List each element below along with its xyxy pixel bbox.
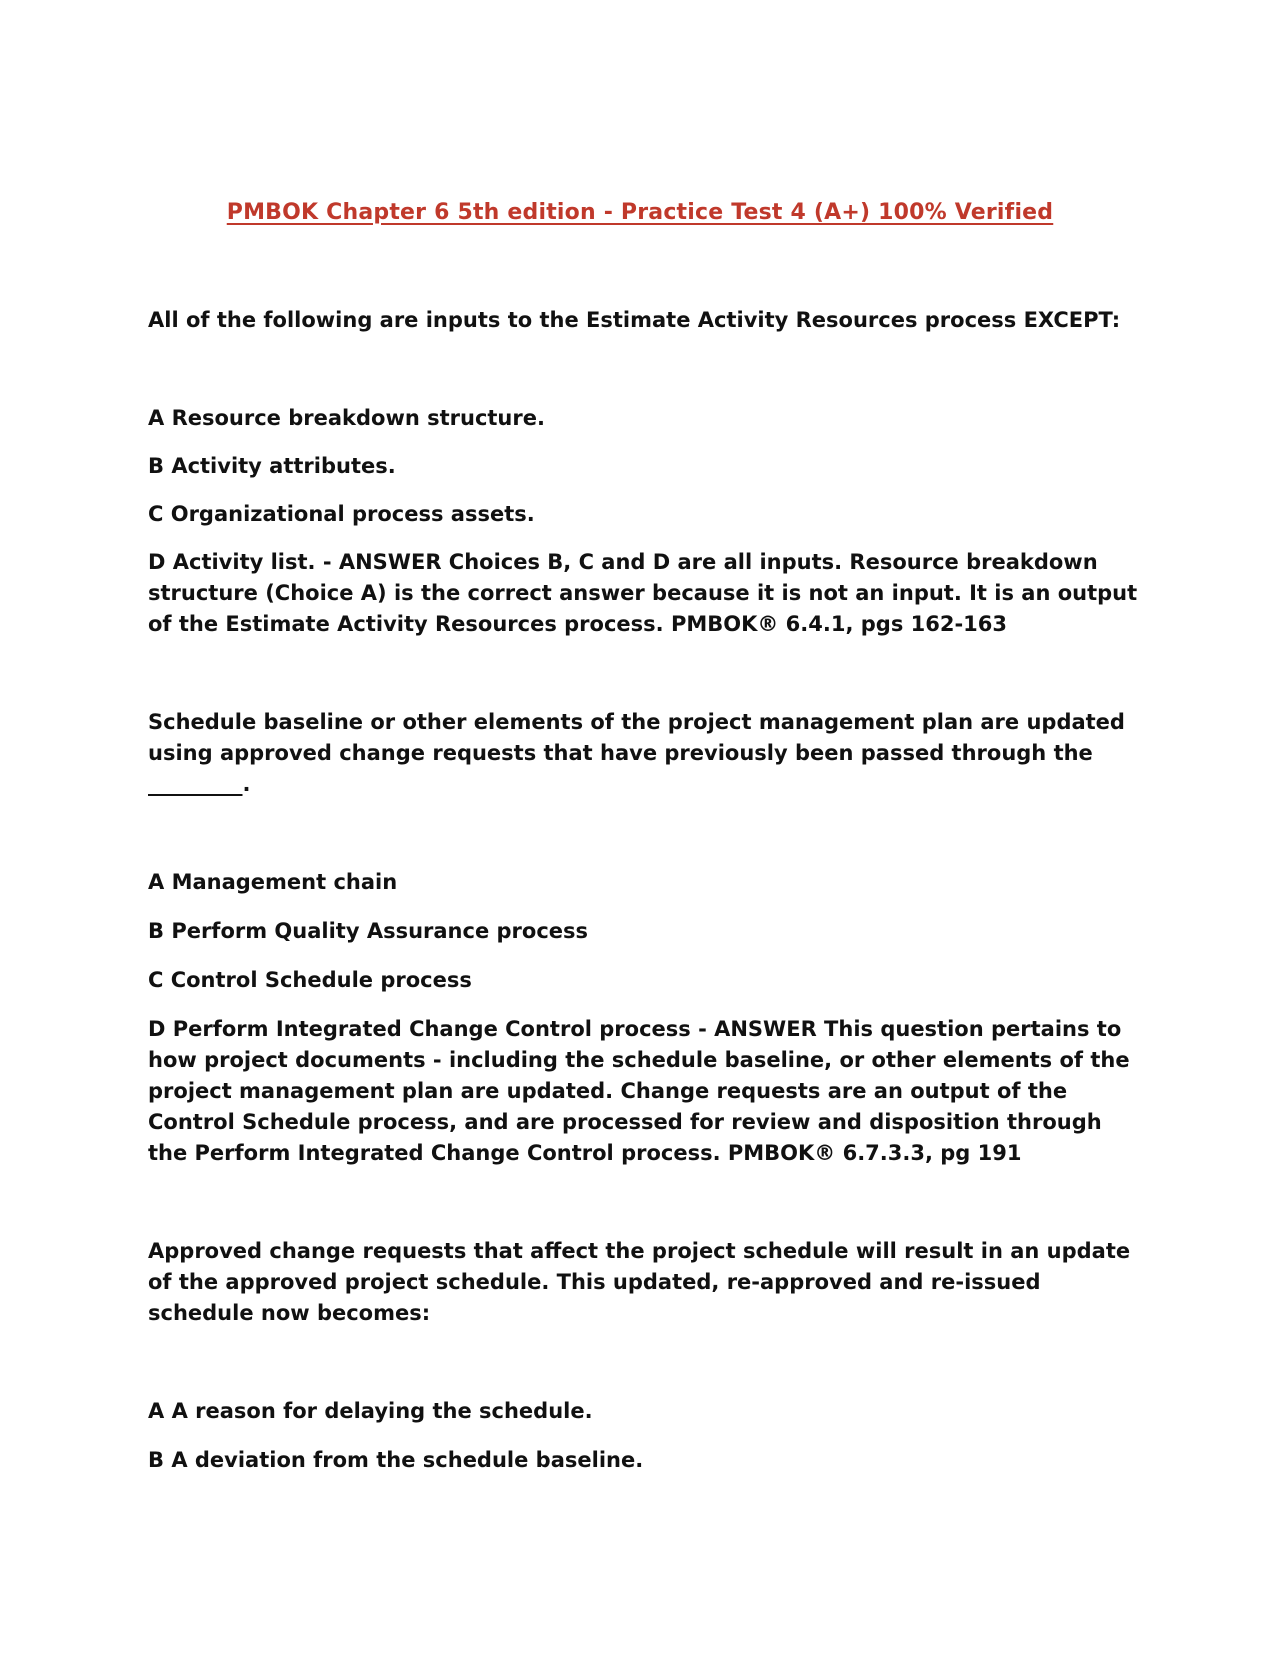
answer-options bbox=[148, 1396, 1138, 1476]
question-block bbox=[148, 1236, 1138, 1476]
question-block bbox=[148, 707, 1138, 1169]
answer-options bbox=[148, 867, 1138, 1169]
answer-option: C Organizational process assets. bbox=[148, 502, 535, 526]
answer-option: D Activity list. - ANSWER Choices B, C and D are all inputs. Resource breakdown structure (Choice A) is the correct answer because it is not an input. It is an output of the Estimate Activity Resources process. PMBOK® 6.4.1, pgs 162-163 bbox=[148, 550, 1138, 636]
answer-option: B Perform Quality Assurance process bbox=[148, 919, 589, 943]
question-text: Schedule baseline or other elements of the project management plan are updated using approved change requests that have previously been passed through the _________. bbox=[148, 710, 1125, 796]
answer-option: A Management chain bbox=[148, 870, 398, 894]
question-text: Approved change requests that affect the project schedule will result in an update of the approved project schedule. This updated, re-approved and re-issued schedule now becomes: bbox=[148, 1239, 1131, 1325]
answer-option: C Control Schedule process bbox=[148, 968, 472, 992]
answer-options bbox=[148, 403, 1138, 640]
answer-option: B A deviation from the schedule baseline. bbox=[148, 1448, 644, 1472]
answer-option: A Resource breakdown structure. bbox=[148, 406, 545, 430]
question-block bbox=[148, 305, 1138, 640]
answer-option: D Perform Integrated Change Control process - ANSWER This question pertains to how project documents - including the schedule baseline, or other elements of the project management plan are updated. Change requests are an output of the Control Schedule process, and are processed for review and disposition through the Perform Integrated Change Control process. PMBOK® 6.7.3.3, pg 191 bbox=[148, 1017, 1130, 1165]
document-title: PMBOK Chapter 6 5th edition - Practice Test 4 (A+) 100% Verified bbox=[226, 200, 1054, 225]
answer-option: B Activity attributes. bbox=[148, 454, 396, 478]
question-text: All of the following are inputs to the Estimate Activity Resources process EXCEPT: bbox=[148, 308, 1121, 332]
document-body bbox=[148, 305, 1138, 1476]
answer-option: A A reason for delaying the schedule. bbox=[148, 1399, 593, 1423]
